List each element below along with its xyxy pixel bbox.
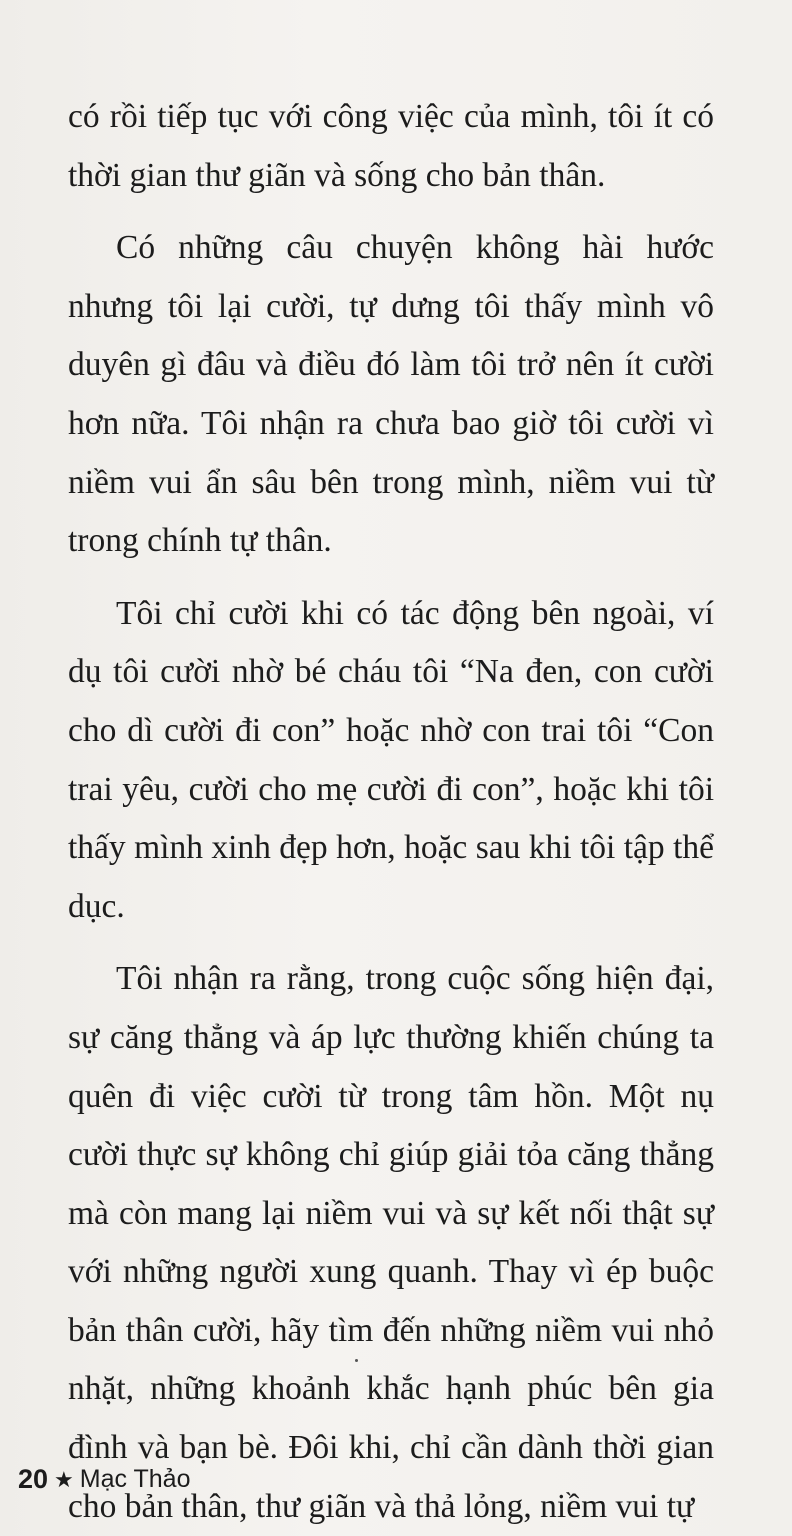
star-icon: ★ — [54, 1466, 74, 1492]
ink-dot — [355, 1359, 358, 1362]
paragraph-4: Tôi nhận ra rằng, trong cuộc sống hiện đại, sự căng thẳng và áp lực thường khiến chúng ta quên đi việc cười từ trong tâm hồn. Một nụ cười thực sự không chỉ giúp giải tỏa căng thẳng mà còn mang lại niềm vui và sự kết nối thật sự với những người xung quanh. Thay vì ép buộc bản thân cười, hãy tìm đến những niềm vui nhỏ nhặt, những khoảnh khắc hạnh phúc bên gia đình và bạn bè. Đôi khi, chỉ cần dành thời gian cho bản thân, thư giãn và thả lỏng, niềm vui tự — [68, 960, 714, 1525]
paragraph-1: có rồi tiếp tục với công việc của mình, tôi ít có thời gian thư giãn và sống cho bản thân. — [68, 98, 714, 194]
paragraph-3: Tôi chỉ cười khi có tác động bên ngoài, ví dụ tôi cười nhờ bé cháu tôi “Na đen, con cười cho dì cười đi con” hoặc nhờ con trai tôi “Con trai yêu, cười cho mẹ cười đi con”, hoặc khi tôi thấy mình xinh đẹp hơn, hoặc sau khi tôi tập thể dục. — [68, 594, 714, 925]
paragraph-2: Có những câu chuyện không hài hước nhưng tôi lại cười, tự dưng tôi thấy mình vô duyên gì đâu và điều đó làm tôi trở nên ít cười hơn nữa. Tôi nhận ra chưa bao giờ tôi cười vì niềm vui ẩn sâu bên trong mình, niềm vui từ trong chính tự thân. — [68, 229, 714, 560]
author-name: Mạc Thảo — [79, 1465, 191, 1493]
body-text — [68, 88, 714, 1536]
page-number: 20 — [18, 1464, 49, 1494]
page-footer — [18, 1464, 191, 1495]
